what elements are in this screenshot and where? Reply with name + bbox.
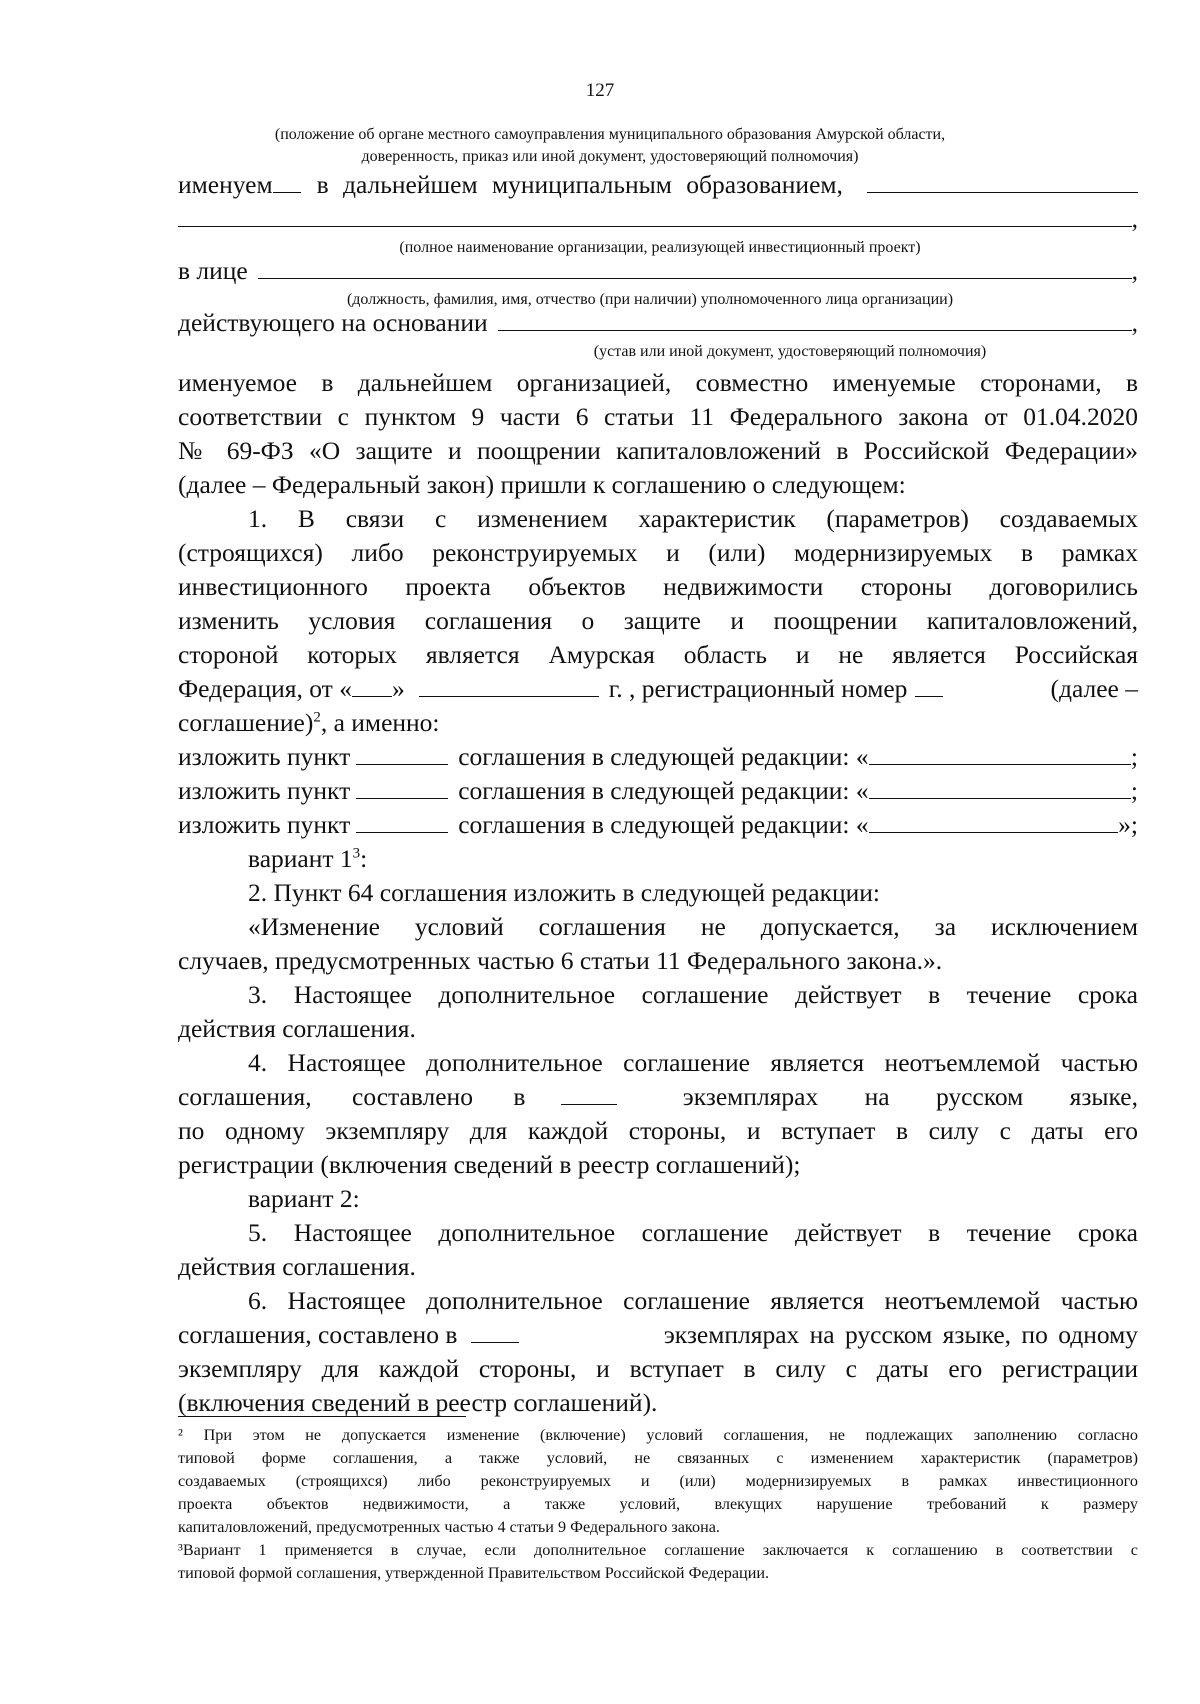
caption-person: (должность, фамилия, имя, отчество (при наличии) уполномоченного лица организации) xyxy=(346,291,954,308)
registration-label: г. , регистрационный номер xyxy=(608,674,908,703)
caption-authority-line-1: (положение об органе местного самоуправления муниципального образования Амурской области, xyxy=(274,126,946,143)
comma: , xyxy=(1131,308,1138,337)
item-4-copies-line xyxy=(178,1080,1138,1114)
item-1-line: инвестиционного проекта объектов недвижимости стороны договорились xyxy=(178,572,1138,601)
paragraph-line: соответствии с пунктом 9 части 6 статьи 11 Федерального закона от 01.04.2020 xyxy=(178,402,1138,431)
footnote-ref-3: 3 xyxy=(352,845,361,862)
edit-clause-line xyxy=(178,808,1138,842)
item-5-line: действия соглашения. xyxy=(178,1252,416,1281)
item-1-line: изменить условия соглашения о защите и поощрении капиталовложений, xyxy=(178,606,1138,635)
item-6-copies-text: соглашения, составлено в xyxy=(178,1320,458,1349)
representative-blank xyxy=(258,254,1132,279)
page-number: 127 xyxy=(585,80,615,101)
edit-clause-end: ; xyxy=(1130,776,1138,805)
item-1-line: (строящихся) либо реконструируемых и (или) модернизируемых в рамках xyxy=(178,538,1138,567)
caption-authority-line-2: доверенность, приказ или иной документ, удостоверяющий полномочия) xyxy=(361,148,859,165)
footnote-2-line: ² При этом не допускается изменение (включение) условий соглашения, не подлежащих заполнению согласно xyxy=(178,1426,1138,1444)
item-3-line: действия соглашения. xyxy=(178,1014,416,1043)
caption-organization: (полное наименование организации, реализующей инвестиционный проект) xyxy=(399,239,921,256)
hereinafter-label: (далее – xyxy=(1050,674,1138,703)
paragraph-line: № 69-ФЗ «О защите и поощрении капиталовложений в Российской Федерации» xyxy=(178,436,1138,465)
item-2-line: 2. Пункт 64 соглашения изложить в следующей редакции: xyxy=(248,878,880,907)
item-2-quote-line: случаев, предусмотренных частью 6 статьи 11 Федерального закона.». xyxy=(178,946,943,975)
clause-text-blank xyxy=(869,740,1131,765)
namely-text: , а именно: xyxy=(320,708,440,737)
municipality-name-blank xyxy=(867,168,1138,193)
caption-basis: (устав или иной документ, удостоверяющий полномочия) xyxy=(593,343,987,360)
edit-clause-label: изложить пункт xyxy=(178,742,351,771)
federation-from: Федерация, от « xyxy=(178,674,352,703)
intro-named-rest: в дальнейшем муниципальным образованием, xyxy=(316,170,843,199)
day-blank xyxy=(352,672,392,697)
paragraph-line: именуемое в дальнейшем организацией, совместно именуемые сторонами, в xyxy=(178,368,1138,397)
footnote-3-line: ³Вариант 1 применяется в случае, если дополнительное соглашение заключается к соглашению в соответствии с xyxy=(178,1541,1138,1559)
organization-name-blank xyxy=(178,202,1132,227)
item-4-line: по одному экземпляру для каждой стороны, и вступает в силу с даты его xyxy=(178,1116,1138,1145)
item-3-line: 3. Настоящее дополнительное соглашение действует в течение срока xyxy=(248,980,1138,1009)
item-4-line: 4. Настоящее дополнительное соглашение является неотъемлемой частью xyxy=(248,1048,1138,1077)
basis-document-blank xyxy=(498,306,1132,331)
item-4-copies-text: соглашения, составлено в xyxy=(178,1082,526,1111)
intro-named-word: именуем xyxy=(178,170,273,199)
edit-clause-text: соглашения в следующей редакции: « xyxy=(458,776,869,805)
item-4-copies-rest: экземплярах на русском языке, xyxy=(682,1082,1138,1111)
in-person-label: в лице xyxy=(178,256,248,285)
copies-count-blank xyxy=(471,1318,519,1343)
edit-clause-text: соглашения в следующей редакции: « xyxy=(458,742,869,771)
edit-clause-label: изложить пункт xyxy=(178,810,351,839)
comma: , xyxy=(1131,204,1138,233)
item-1-line: стороной которых является Амурская область и не является Российская xyxy=(178,640,1138,669)
edit-clause-text: соглашения в следующей редакции: « xyxy=(458,810,869,839)
footnote-2-line: типовой форме соглашения, а также условий, не связанных с изменением характеристик (параметров) xyxy=(178,1449,1138,1467)
intro-line-named xyxy=(178,168,1138,202)
intro-line-in-person xyxy=(178,254,1138,288)
acting-label: действующего на основании xyxy=(178,308,488,337)
clause-number-blank xyxy=(356,774,448,799)
agreement-word: соглашение) xyxy=(178,708,314,737)
variant-1-heading xyxy=(178,842,1138,876)
footnote-2-line: создаваемых (строящихся) либо реконструируемых и (или) модернизируемых в рамках инвестиционного xyxy=(178,1472,1138,1490)
edit-clause-end: »; xyxy=(1118,810,1138,839)
edit-clause-line xyxy=(178,774,1138,808)
clause-number-blank xyxy=(356,740,448,765)
intro-line-org-name xyxy=(178,202,1138,236)
intro-line-acting xyxy=(178,306,1138,340)
clause-text-blank xyxy=(869,774,1131,799)
registration-number-blank xyxy=(915,672,943,697)
footnote-ref-2: 2 xyxy=(313,709,321,726)
variant-1-text: вариант 1 xyxy=(248,844,353,873)
footnote-3-line: типовой формой соглашения, утвержденной Правительством Российской Федерации. xyxy=(178,1564,770,1582)
item-1-agreement-line xyxy=(178,706,1138,740)
footnote-2-line: капиталовложений, предусмотренных частью 4 статьи 9 Федерального закона. xyxy=(178,1518,720,1536)
item-6-copies-rest: экземплярах на русском языке, по одному xyxy=(663,1320,1138,1349)
footnote-2-line: проекта объектов недвижимости, а также условий, влекущих нарушение требований к размеру xyxy=(178,1495,1138,1513)
comma: , xyxy=(1131,256,1138,285)
copies-count-blank xyxy=(561,1080,617,1105)
month-year-blank xyxy=(419,672,599,697)
footnote-separator xyxy=(178,1416,466,1417)
item-1-federation-line xyxy=(178,672,1138,706)
paragraph-line: (далее – Федеральный закон) пришли к соглашению о следующем: xyxy=(178,470,906,499)
edit-clause-label: изложить пункт xyxy=(178,776,351,805)
item-2-quote-line: «Изменение условий соглашения не допускается, за исключением xyxy=(248,912,1138,941)
item-6-line: (включения сведений в реестр соглашений). xyxy=(178,1388,658,1417)
clause-text-blank xyxy=(869,808,1119,833)
clause-number-blank xyxy=(356,808,448,833)
named-suffix-blank xyxy=(273,168,301,193)
item-5-line: 5. Настоящее дополнительное соглашение действует в течение срока xyxy=(248,1218,1138,1247)
item-1-line: 1. В связи с изменением характеристик (параметров) создаваемых xyxy=(248,504,1138,533)
variant-1-colon: : xyxy=(360,844,368,873)
item-6-copies-line xyxy=(178,1318,1138,1352)
item-4-line: регистрации (включения сведений в реестр соглашений); xyxy=(178,1150,801,1179)
edit-clause-end: ; xyxy=(1130,742,1138,771)
item-6-line: 6. Настоящее дополнительное соглашение является неотъемлемой частью xyxy=(248,1286,1138,1315)
item-6-line: экземпляру для каждой стороны, и вступает в силу с даты его регистрации xyxy=(178,1354,1138,1383)
quote-close: » xyxy=(391,674,405,703)
edit-clause-line xyxy=(178,740,1138,774)
variant-2-heading: вариант 2: xyxy=(248,1184,360,1213)
